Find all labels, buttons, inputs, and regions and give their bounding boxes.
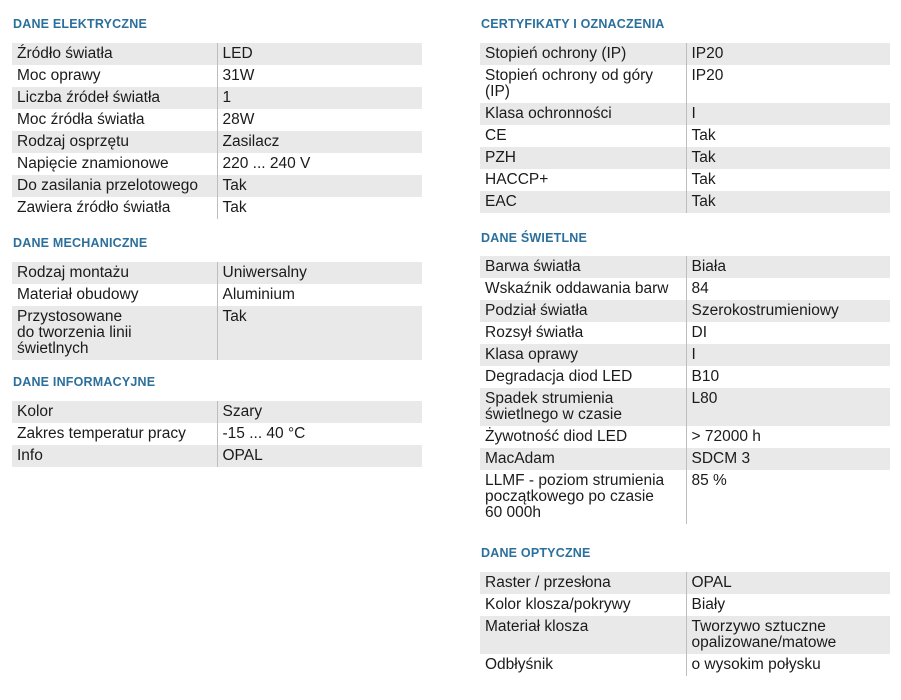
spec-value: I	[686, 103, 890, 125]
section-title-lighting: DANE ŚWIETLNE	[481, 231, 588, 245]
table-row	[12, 423, 422, 445]
spec-value: I	[686, 344, 890, 366]
spec-value: Tak	[686, 191, 890, 213]
spec-label: Podział światła	[480, 300, 686, 322]
spec-label: Rodzaj montażu	[12, 262, 217, 284]
table-row	[480, 125, 890, 147]
table-row	[480, 448, 890, 470]
spec-value: 1	[217, 87, 422, 109]
spec-value: Uniwersalny	[217, 262, 422, 284]
spec-label: HACCP+	[480, 169, 686, 191]
section-title-mechanical: DANE MECHANICZNE	[13, 236, 148, 250]
spec-value: DI	[686, 322, 890, 344]
spec-label: Klasa ochronności	[480, 103, 686, 125]
spec-label: Rodzaj osprzętu	[12, 131, 217, 153]
spec-label: Przystosowane do tworzenia linii świetlnych	[12, 306, 217, 360]
spec-value: -15 ... 40 °C	[217, 423, 422, 445]
spec-label: Materiał obudowy	[12, 284, 217, 306]
spec-value: B10	[686, 366, 890, 388]
spec-value: 31W	[217, 65, 422, 87]
spec-value: Tak	[217, 306, 422, 360]
spec-value: Tak	[686, 125, 890, 147]
table-row	[12, 175, 422, 197]
table-row	[480, 388, 890, 426]
certificates-spec-table	[480, 43, 890, 213]
spec-label: Materiał klosza	[480, 616, 686, 654]
lighting-spec-table	[480, 256, 890, 524]
mechanical-spec-table	[12, 262, 422, 360]
spec-value: Biały	[686, 594, 890, 616]
table-row	[480, 366, 890, 388]
table-row	[480, 654, 890, 676]
spec-value: 28W	[217, 109, 422, 131]
spec-value: Szerokostrumieniowy	[686, 300, 890, 322]
spec-value: Tak	[686, 147, 890, 169]
table-row	[12, 131, 422, 153]
table-row	[12, 445, 422, 467]
optical-spec-table	[480, 572, 890, 676]
spec-label: Zawiera źródło światła	[12, 197, 217, 219]
spec-label: Klasa oprawy	[480, 344, 686, 366]
spec-label: Spadek strumienia świetlnego w czasie	[480, 388, 686, 426]
spec-value: Szary	[217, 401, 422, 423]
spec-value: Biała	[686, 256, 890, 278]
table-row	[480, 344, 890, 366]
spec-value: o wysokim połysku	[686, 654, 890, 676]
spec-label: LLMF - poziom strumienia początkowego po czasie 60 000h	[480, 470, 686, 524]
informational-spec-table	[12, 401, 422, 467]
table-row	[480, 256, 890, 278]
table-row	[480, 191, 890, 213]
table-row	[480, 169, 890, 191]
table-row	[480, 65, 890, 103]
spec-value: IP20	[686, 65, 890, 103]
spec-label: Kolor klosza/pokrywy	[480, 594, 686, 616]
table-row	[480, 594, 890, 616]
table-row	[480, 43, 890, 65]
spec-label: Żywotność diod LED	[480, 426, 686, 448]
spec-label: Moc źródła światła	[12, 109, 217, 131]
table-row	[12, 306, 422, 360]
spec-label: PZH	[480, 147, 686, 169]
table-row	[480, 103, 890, 125]
electrical-spec-table	[12, 43, 422, 219]
table-row	[480, 322, 890, 344]
table-row	[480, 278, 890, 300]
spec-value: OPAL	[686, 572, 890, 594]
section-title-certificates: CERTYFIKATY I OZNACZENIA	[481, 17, 665, 31]
spec-label: Wskaźnik oddawania barw	[480, 278, 686, 300]
table-row	[480, 572, 890, 594]
table-row	[12, 284, 422, 306]
table-row	[12, 87, 422, 109]
table-row	[12, 109, 422, 131]
table-row	[12, 262, 422, 284]
table-row	[12, 65, 422, 87]
spec-label: Stopień ochrony od góry (IP)	[480, 65, 686, 103]
spec-label: Napięcie znamionowe	[12, 153, 217, 175]
table-row	[480, 147, 890, 169]
spec-label: CE	[480, 125, 686, 147]
table-row	[12, 401, 422, 423]
table-row	[12, 153, 422, 175]
spec-value: Tak	[686, 169, 890, 191]
table-row	[480, 470, 890, 524]
spec-value: Tak	[217, 175, 422, 197]
spec-label: Barwa światła	[480, 256, 686, 278]
table-row	[12, 197, 422, 219]
spec-value: OPAL	[217, 445, 422, 467]
spec-value: Tworzywo sztuczne opalizowane/matowe	[686, 616, 890, 654]
spec-label: Liczba źródeł światła	[12, 87, 217, 109]
section-title-informational: DANE INFORMACYJNE	[13, 375, 156, 389]
table-row	[480, 426, 890, 448]
spec-label: MacAdam	[480, 448, 686, 470]
spec-value: Tak	[217, 197, 422, 219]
section-title-electrical: DANE ELEKTRYCZNE	[13, 17, 147, 31]
spec-label: Odbłyśnik	[480, 654, 686, 676]
spec-label: Stopień ochrony (IP)	[480, 43, 686, 65]
spec-label: Rozsył światła	[480, 322, 686, 344]
spec-label: EAC	[480, 191, 686, 213]
spec-value: 84	[686, 278, 890, 300]
spec-value: > 72000 h	[686, 426, 890, 448]
spec-label: Raster / przesłona	[480, 572, 686, 594]
table-row	[480, 616, 890, 654]
spec-label: Moc oprawy	[12, 65, 217, 87]
spec-value: SDCM 3	[686, 448, 890, 470]
spec-label: Źródło światła	[12, 43, 217, 65]
spec-label: Do zasilania przelotowego	[12, 175, 217, 197]
spec-label: Kolor	[12, 401, 217, 423]
spec-value: 85 %	[686, 470, 890, 524]
spec-value: LED	[217, 43, 422, 65]
spec-label: Info	[12, 445, 217, 467]
spec-value: IP20	[686, 43, 890, 65]
spec-value: Zasilacz	[217, 131, 422, 153]
table-row	[480, 300, 890, 322]
spec-label: Degradacja diod LED	[480, 366, 686, 388]
spec-value: L80	[686, 388, 890, 426]
section-title-optical: DANE OPTYCZNE	[481, 546, 591, 560]
spec-value: Aluminium	[217, 284, 422, 306]
spec-value: 220 ... 240 V	[217, 153, 422, 175]
table-row	[12, 43, 422, 65]
spec-label: Zakres temperatur pracy	[12, 423, 217, 445]
